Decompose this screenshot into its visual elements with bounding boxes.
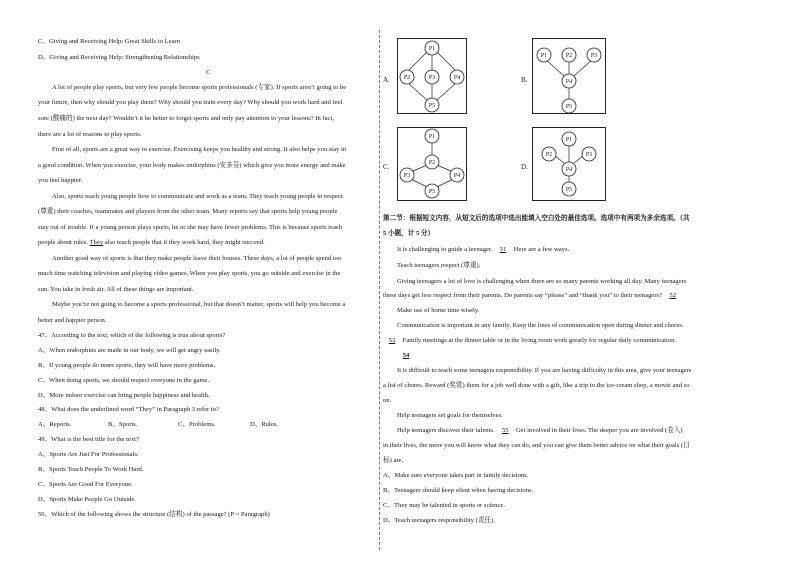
passage-line: better and happier person.: [38, 317, 107, 324]
cloze-line: a list of chores. Reward (奖赏) them for a job well done with a gift, like a trip to the ice-cream shop, a movie and so: [383, 382, 690, 389]
q47-option-d[interactable]: D、More indoor exercise can bring people happiness and health.: [38, 392, 210, 399]
cloze-line: Teach teenagers respect (尊重).: [397, 262, 481, 269]
diagram-b-label[interactable]: B.: [521, 76, 528, 84]
node-p1: P1: [428, 46, 436, 52]
choice-c[interactable]: C、They may be talented in sports or science.: [383, 502, 505, 509]
question-49: 49、What is the best title for the text?: [38, 436, 139, 443]
passage-line: Also, sports teach young people how to communicate and work as a team. They teach young people to respect: [52, 193, 343, 200]
structure-diagram-d: [532, 127, 606, 201]
column-divider: [379, 30, 380, 550]
passage-line: A lot of people play sports, but very few people become sports professionals (专家). If sports aren’t going to be: [52, 84, 347, 91]
blank-53[interactable]: 53: [388, 337, 396, 344]
cloze-line: Make use of home time wisely.: [397, 307, 480, 314]
choice-a[interactable]: A、Make sure everyone takes part in family decisions.: [383, 472, 529, 479]
q49-option-a[interactable]: A、Sports Are Just For Professionals.: [38, 451, 139, 458]
cloze-line: on.: [383, 397, 392, 404]
cloze-line: Communication is important in any family. Keep the lines of communication open during dinner and chores.: [397, 322, 684, 329]
node-p1: P1: [565, 137, 573, 143]
q48-option-d[interactable]: D、Rules.: [250, 421, 279, 428]
passage-line: Another good way of sports is that they make people leave their houses. These days, a lot of people spend too: [52, 255, 342, 262]
node-p3: P3: [403, 173, 411, 179]
node-p2: P2: [545, 152, 553, 158]
node-p1: P1: [540, 53, 548, 59]
node-p3: P3: [428, 75, 436, 81]
passage-line: sun. You take in fresh air. All of these things are important.: [38, 286, 194, 293]
diagram-c-label[interactable]: C.: [383, 163, 390, 171]
underlined-they: They: [89, 239, 104, 246]
cloze-line: Help teenagers discover their talents. 55 Get involved in their lives. The deeper you are involved (卷入): [397, 427, 683, 434]
question-50: 50、Which of the following shows the structure (结构) of the passage? (P = Paragraph): [38, 511, 270, 518]
diagram-a-label[interactable]: A.: [383, 76, 390, 84]
node-p5: P5: [428, 103, 436, 109]
node-p2: P2: [428, 160, 436, 166]
cloze-line: 标) are.: [383, 457, 404, 464]
structure-diagram-c: [397, 127, 467, 201]
cloze-line: these days get less respect from their parents. Do parents say “please” and “thank you” to their teenagers? 52: [383, 292, 682, 300]
cloze-line: It is difficult to teach some teenagers responsibility. If you are having difficulty in this area, give your teenagers: [397, 367, 692, 374]
cloze-line: 53 Family meetings at the dinner table or in the living room work greatly for regular daily communication.: [383, 337, 676, 345]
node-p5: P5: [565, 104, 573, 110]
passage-line: much time watching television and playing video games. When you play sports, you go outside and exercise in the: [38, 270, 341, 277]
cloze-line: in their lives, the more you will know what they can do, and you can give them better advice on what their goals (目: [383, 442, 690, 449]
blank-52[interactable]: 52: [669, 292, 676, 299]
q47-option-b[interactable]: B、If young people do more sports, they will have more problems.: [38, 362, 216, 369]
q49-option-b[interactable]: B、Sports Teach People To Work Hard.: [38, 466, 144, 473]
node-p2: P2: [403, 75, 411, 81]
q49-option-d[interactable]: D、Sports Make People Go Outside.: [38, 496, 136, 503]
cloze-line: Giving teenagers a lot of love is challenging when there are so many parents working all day. Many teenagers: [397, 278, 687, 285]
choice-d[interactable]: D、Teach teenagers responsibility (责任).: [383, 517, 495, 524]
section-2-title: 第二节：根据短文内容，从短文后的选项中选出能填入空白处的最佳选项。选项中有两项为多余选项。（共: [383, 215, 690, 222]
node-p3: P3: [585, 152, 593, 158]
passage-line: First of all, sports are a great way to exercise. Exercising keeps you healthy and strong. It also helps you stay in: [52, 146, 347, 153]
cloze-line: Help teenagers set goals for themselves.: [397, 412, 503, 419]
node-p4: P4: [565, 79, 573, 85]
node-p1: P1: [428, 134, 436, 140]
structure-diagram-a: [397, 38, 467, 114]
q47-option-a[interactable]: A、When endorphins are made in our body, we will get angry easily.: [38, 347, 221, 354]
passage-line: a good condition. When you exercise, your body makes endorphins (安多芬) which give you more energy and make: [38, 162, 346, 169]
passage-line: your future, then why should you play them? Why should you train every day? Why should you work hard and feel: [38, 99, 343, 106]
node-p4: P4: [565, 167, 573, 173]
node-p2: P2: [565, 53, 573, 59]
node-p5: P5: [565, 187, 573, 193]
passage-line: there are a lot of reasons to play sports.: [38, 131, 142, 138]
passage-line: people about rules. They also teach people that if they work hard, they might succeed.: [38, 239, 265, 246]
blank-54[interactable]: 54: [402, 352, 410, 359]
passage-line: sore (酸痛的) the next day? Wouldn’t it be better to forget sports and only pay attention to your lessons? In fact,: [38, 115, 334, 122]
option-d-prev: D、Giving and Receiving Help: Strengthening Relationships: [38, 54, 200, 61]
passage-letter: C: [206, 69, 211, 76]
node-p4: P4: [453, 75, 461, 81]
blank-55[interactable]: 55: [501, 427, 509, 434]
passage-line: (尊重) their coaches, teammates and players from the other team. Many reports say that sports help young people: [38, 208, 338, 215]
node-p3: P3: [590, 53, 598, 59]
question-47: 47、According to the text, which of the following is true about sports?: [38, 332, 226, 339]
passage-line: stay out of trouble. If a young person plays sports, he or she may have fewer problems. This is because sports teach: [38, 224, 343, 231]
q49-option-c[interactable]: C、Sports Are Good For Everyone.: [38, 481, 133, 488]
passage-line: you feel happier.: [38, 177, 83, 184]
diagram-d-label[interactable]: D.: [521, 163, 528, 171]
blank-51[interactable]: 51: [499, 246, 507, 253]
choice-b[interactable]: B、Teenagers should keep silent when having decisions.: [383, 487, 534, 494]
q48-option-c[interactable]: C、Problems.: [178, 421, 216, 428]
q47-option-c[interactable]: C、When doing sports, we should respect everyone in the game.: [38, 377, 210, 384]
cloze-line: [397, 352, 415, 360]
passage-line: Maybe you’re not going to become a sports professional, but that doesn’t matter, sports will help you become a: [52, 301, 346, 308]
q48-option-b[interactable]: B、Sports.: [108, 421, 138, 428]
question-48: 48、What does the underlined word “They” in Paragraph 3 refer to?: [38, 406, 219, 413]
q48-option-a[interactable]: A、Reports.: [38, 421, 72, 428]
option-c-prev: C、Giving and Receiving Help: Great Skills to Learn: [38, 38, 180, 45]
section-2-title-cont: 5 小题，计 5 分）: [383, 230, 435, 237]
structure-diagram-b: [532, 38, 606, 114]
cloze-line: It is challenging to guide a teenager. 51 Here are a few ways.: [397, 246, 570, 253]
node-p4: P4: [453, 173, 461, 179]
node-p5: P5: [428, 189, 436, 195]
